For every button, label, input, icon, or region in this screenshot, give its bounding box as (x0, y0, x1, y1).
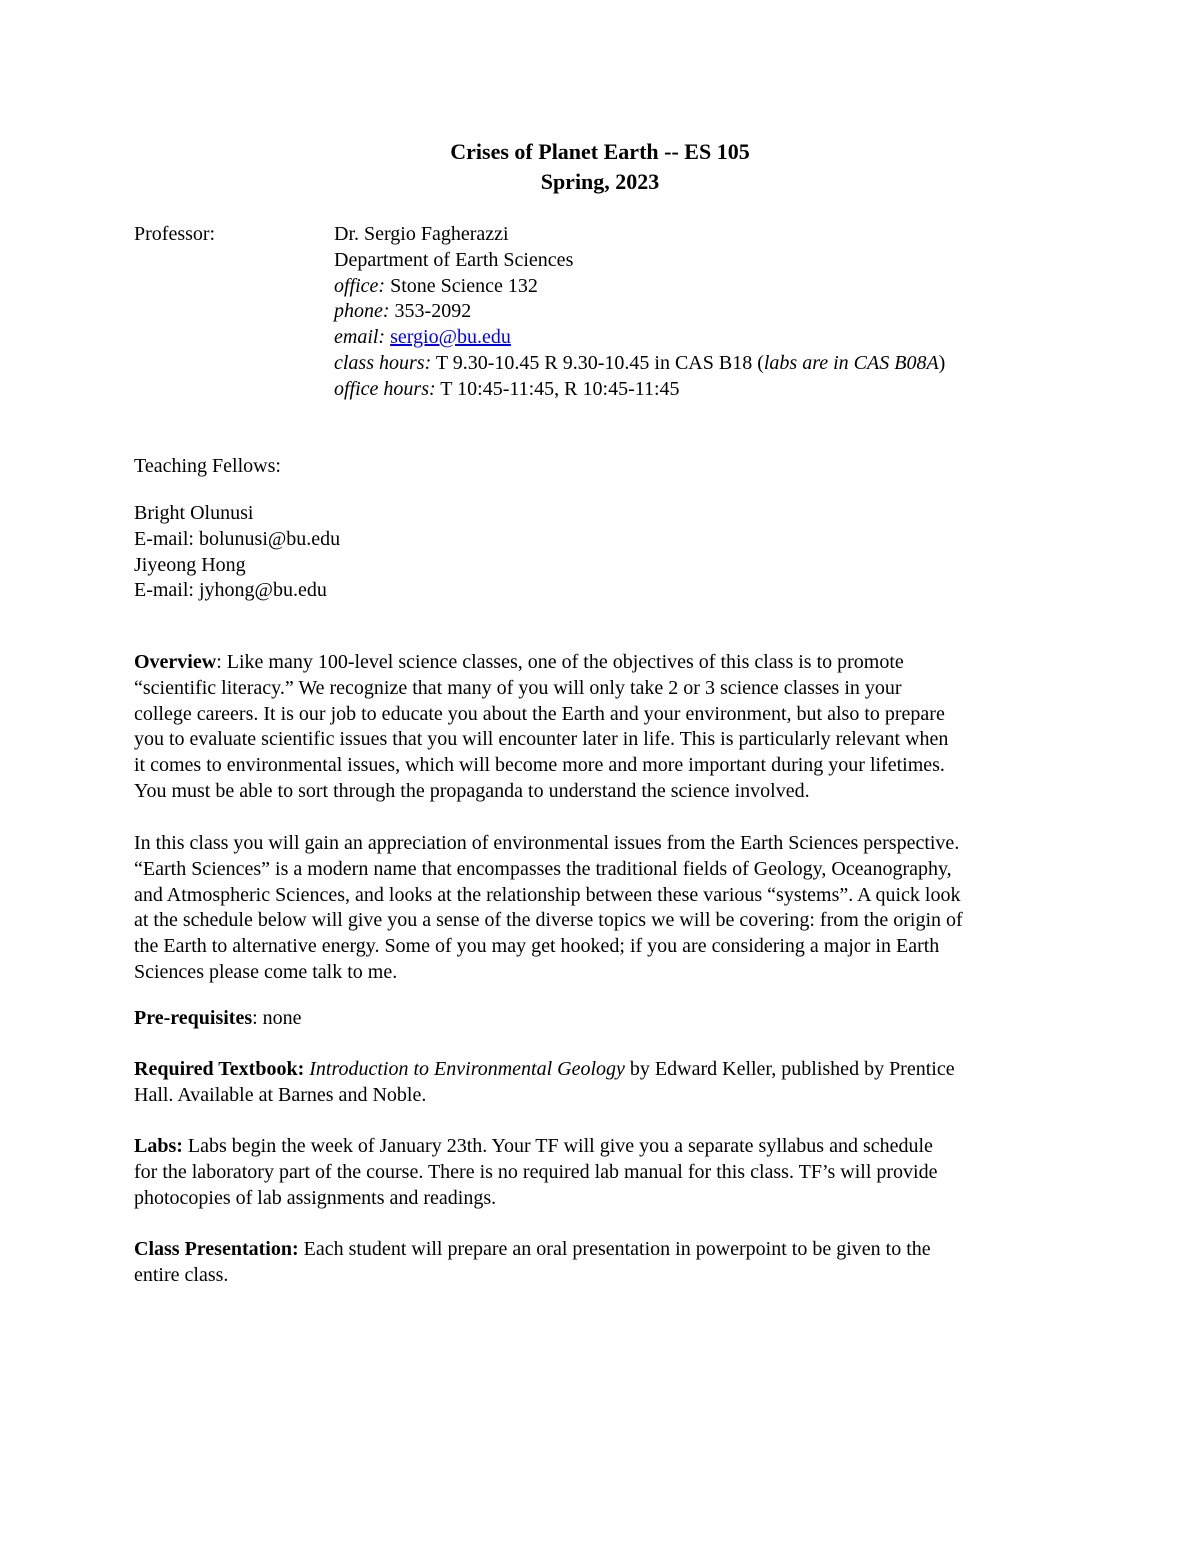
office-label: office: (334, 274, 386, 297)
overview-line: you to evaluate scientific issues that you will encounter later in life. This is particularly relevant when (134, 728, 949, 751)
office-value: Stone Science 132 (385, 274, 538, 297)
labs-line: photocopies of lab assignments and readings. (134, 1186, 497, 1209)
overview-section (134, 650, 1074, 805)
appreciation-line: the Earth to alternative energy. Some of you may get hooked; if you are considering a major in Earth (134, 935, 940, 958)
class-hours-labs: labs are in CAS B08A (763, 351, 939, 374)
labs-text: Labs begin the week of January 23th. Your TF will give you a separate syllabus and schedule (182, 1135, 933, 1157)
overview-line: “scientific literacy.” We recognize that many of you will only take 2 or 3 science classes in your (134, 676, 902, 699)
professor-department: Department of Earth Sciences (334, 248, 574, 271)
tf1-email: E-mail: bolunusi@bu.edu (134, 527, 341, 550)
office-hours (334, 377, 945, 403)
phone-label: phone: (334, 300, 390, 323)
professor-email-link[interactable]: sergio@bu.edu (390, 326, 511, 349)
professor-office (334, 274, 945, 300)
overview-line: college careers. It is our job to educate you about the Earth and your environment, but also to prepare (134, 702, 945, 725)
professor-email (334, 325, 945, 351)
email-label: email: (334, 326, 386, 349)
class-hours-value: T 9.30-10.45 R 9.30-10.45 in CAS B18 ( (431, 351, 764, 374)
textbook-availability: Hall. Available at Barnes and Noble. (134, 1083, 427, 1106)
professor-name: Dr. Sergio Fagherazzi (334, 223, 509, 245)
textbook-line (134, 1057, 1074, 1083)
presentation-line (134, 1237, 1074, 1263)
prerequisites-section (134, 1006, 1074, 1032)
prerequisites-label: Pre-requisites (134, 1007, 253, 1029)
appreciation-line: In this class you will gain an appreciation of environmental issues from the Earth Sciences perspective. (134, 832, 960, 854)
presentation-section (134, 1237, 1074, 1289)
teaching-fellows-list (134, 501, 340, 604)
appreciation-line: “Earth Sciences” is a modern name that encompasses the traditional fields of Geology, Oceanography, (134, 857, 952, 880)
overview-line: You must be able to sort through the propaganda to understand the science involved. (134, 779, 810, 802)
textbook-author: by Edward Keller, published by Prentice (624, 1058, 955, 1080)
appreciation-line: at the schedule below will give you a sense of the diverse topics we will be covering: from the origin of (134, 909, 963, 932)
labs-line: for the laboratory part of the course. There is no required lab manual for this class. TF’s will provide (134, 1160, 938, 1183)
labs-label: Labs: (134, 1135, 183, 1157)
tf1-name: Bright Olunusi (134, 502, 254, 524)
labs-section (134, 1134, 1074, 1211)
appreciation-line: and Atmospheric Sciences, and looks at the relationship between these various “systems”. A quick look (134, 883, 961, 906)
tf2-name: Jiyeong Hong (134, 553, 246, 576)
class-hours (334, 351, 945, 377)
textbook-title: Introduction to Environmental Geology (309, 1058, 625, 1080)
professor-label: Professor: (134, 223, 216, 245)
class-hours-label: class hours: (334, 351, 432, 374)
prerequisites-value: : none (252, 1007, 302, 1029)
overview-line: it comes to environmental issues, which will become more and more important during your lifetimes. (134, 754, 945, 777)
professor-info (334, 222, 945, 403)
class-hours-end: ) (938, 351, 946, 374)
presentation-line: entire class. (134, 1263, 229, 1286)
teaching-fellows-heading: Teaching Fellows: (134, 455, 281, 477)
overview-text: : Like many 100-level science classes, one of the objectives of this class is to promote (216, 651, 904, 673)
presentation-label: Class Presentation: (134, 1238, 299, 1260)
course-title: Crises of Planet Earth -- ES 105 (450, 139, 750, 164)
tf2-email: E-mail: jyhong@bu.edu (134, 579, 327, 602)
presentation-text: Each student will prepare an oral presentation in powerpoint to be given to the (298, 1238, 931, 1260)
textbook-label: Required Textbook: (134, 1058, 305, 1080)
office-hours-value: T 10:45-11:45, R 10:45-11:45 (435, 377, 680, 400)
labs-line (134, 1134, 1074, 1160)
document-title (0, 137, 1200, 197)
overview-line (134, 650, 1074, 676)
professor-phone (334, 299, 945, 325)
phone-value: 353-2092 (389, 300, 472, 323)
appreciation-line: Sciences please come talk to me. (134, 960, 398, 983)
semester-title: Spring, 2023 (540, 169, 660, 194)
textbook-section (134, 1057, 1074, 1109)
office-hours-label: office hours: (334, 377, 436, 400)
appreciation-section (134, 831, 1074, 986)
overview-label: Overview (134, 651, 217, 673)
